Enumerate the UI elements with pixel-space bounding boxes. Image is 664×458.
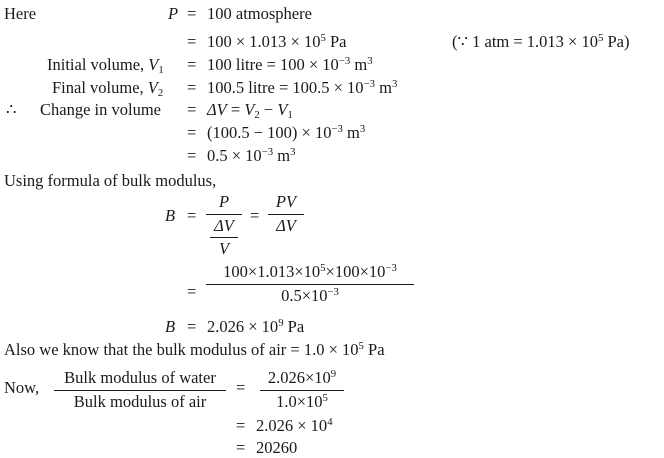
change-in-volume-label: Change in volume xyxy=(40,100,161,119)
final-volume-label: Final volume, $V_2$ xyxy=(52,78,164,100)
therefore-symbol: ∴ xyxy=(6,100,17,119)
atm-conversion-note: (∵ 1 atm = $1.013 \times 10^5$ Pa) xyxy=(452,32,630,51)
pressure-symbol: P xyxy=(168,4,179,23)
bulk-fraction-pv-over-deltav: PV ΔV xyxy=(268,194,304,234)
equals-sign: = xyxy=(187,317,197,336)
pressure-conversion: $100 \times 1.013 \times 10^5$ Pa xyxy=(207,32,347,51)
delta-v-step1: $(100.5 - 100) \times 10^{-3}$ $m^3$ xyxy=(207,123,366,142)
equals-sign: = xyxy=(236,438,246,457)
equals-sign: = xyxy=(250,206,260,225)
initial-volume-label: Initial volume, $V_1$ xyxy=(47,55,164,77)
ratio-step1: $2.026 \times 10^4$ xyxy=(256,416,333,435)
clipped-text-fragment xyxy=(10,0,24,2)
ratio-label-fraction: Bulk modulus of water Bulk modulus of air xyxy=(54,370,226,410)
initial-volume-value: 100 litre = $100 \times 10^{-3}$ $m^3$ xyxy=(207,55,373,74)
delta-v-expression: $\Delta V = V_2 - V_1$ xyxy=(207,100,293,122)
delta-v-step2: $0.5 \times 10^{-3}$ $m^3$ xyxy=(207,146,296,165)
bulk-fraction-pressure-over-strain: P ΔV V xyxy=(206,194,242,258)
equals-sign: = xyxy=(187,146,197,165)
bulk-modulus-symbol: B xyxy=(165,317,176,336)
bulk-modulus-symbol: B xyxy=(165,206,176,225)
equals-sign: = xyxy=(236,378,246,397)
equals-sign: = xyxy=(187,78,197,97)
final-volume-value: 100.5 litre = $100.5 \times 10^{-3}$ $m^3$ xyxy=(207,78,398,97)
bulk-formula-intro: Using formula of bulk modulus, xyxy=(4,171,217,190)
equals-sign: = xyxy=(187,206,197,225)
air-bulk-modulus-statement: Also we know that the bulk modulus of air = $1.0 \times 10^5$ Pa xyxy=(4,340,385,359)
bulk-substitution-fraction: $100\times 1.013\times 10^5\times 100\times 10^{-3}$ $0.5\times 10^{-3}$ xyxy=(206,264,414,304)
equals-sign: = xyxy=(236,416,246,435)
equals-sign: = xyxy=(187,32,197,51)
here-label: Here xyxy=(4,4,37,23)
equals-sign: = xyxy=(187,55,197,74)
now-label: Now, xyxy=(4,378,40,397)
equals-sign: = xyxy=(187,282,197,301)
pressure-value: 100 atmosphere xyxy=(207,4,312,23)
equals-sign: = xyxy=(187,4,197,23)
bulk-modulus-result: $2.026 \times 10^9$ Pa xyxy=(207,317,305,336)
equals-sign: = xyxy=(187,100,197,119)
ratio-final-answer: 20260 xyxy=(256,438,298,457)
ratio-value-fraction: $2.026\times 10^9$ $1.0\times 10^5$ xyxy=(260,370,344,410)
equals-sign: = xyxy=(187,123,197,142)
